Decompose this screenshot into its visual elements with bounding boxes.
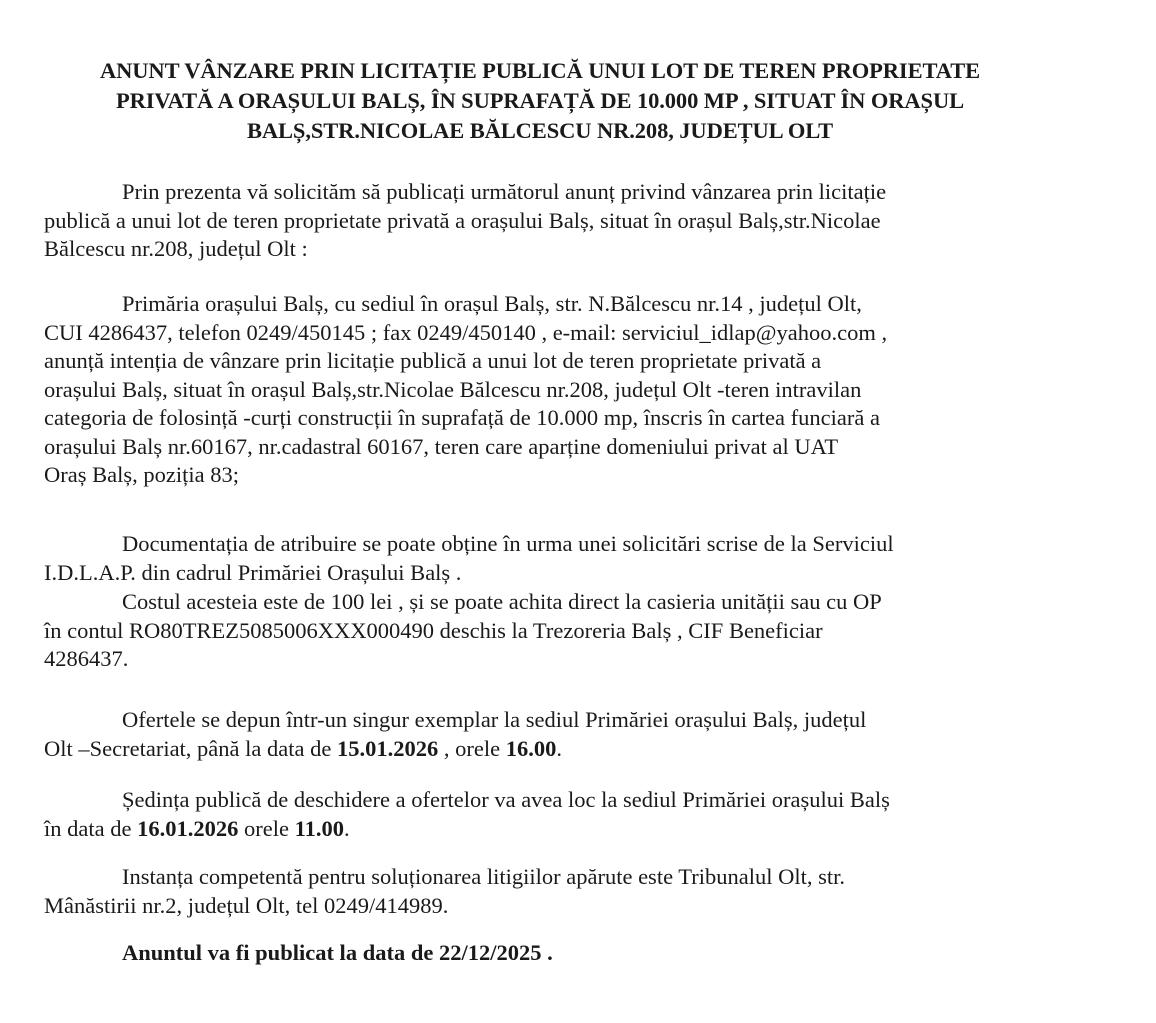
cost-line-1: Costul acesteia este de 100 lei , și se poate achita direct la casieria unității sau cu OP <box>122 589 882 614</box>
court-paragraph <box>44 863 1054 920</box>
documentation-paragraph <box>44 530 1054 587</box>
offers-line-2-mid: , orele <box>438 735 506 761</box>
publication-paragraph <box>44 939 1054 968</box>
announcement-line-2: CUI 4286437, telefon 0249/450145 ; fax 0249/450140 , e-mail: serviciul_idlap@yahoo.com , <box>44 319 888 345</box>
cost-line-2: în contul RO80TREZ5085006XXX000490 deschis la Trezoreria Balș , CIF Beneficiar <box>44 617 823 643</box>
session-paragraph <box>44 786 1054 843</box>
offers-paragraph <box>44 706 1054 763</box>
intro-paragraph <box>44 178 1054 264</box>
session-line-2-suffix: . <box>343 815 350 841</box>
intro-line-3: Bălcescu nr.208, județul Olt : <box>44 236 308 261</box>
publication-notice: Anuntul va fi publicat la data de 22/12/2025 . <box>122 940 553 965</box>
announcement-paragraph <box>44 290 1054 490</box>
documentation-line-2: I.D.L.A.P. din cadrul Primăriei Orașului Balș . <box>44 559 462 585</box>
offers-deadline-hour: 16.00 <box>505 735 557 761</box>
session-line-2 <box>44 815 1054 844</box>
session-line-1: Ședința publică de deschidere a ofertelor va avea loc la sediul Primăriei orașului Balș <box>122 787 890 812</box>
cost-line-3: 4286437. <box>44 646 129 671</box>
announcement-line-4: orașului Balș, situat în orașul Balș,str.Nicolae Bălcescu nr.208, județul Olt -teren intravilan <box>44 376 862 402</box>
announcement-line-1: Primăria orașului Balș, cu sediul în orașul Balș, str. N.Bălcescu nr.14 , județul Olt, <box>122 291 862 316</box>
session-line-2-mid: orele <box>238 815 295 841</box>
offers-line-2-prefix: Olt –Secretariat, până la data de <box>44 735 337 761</box>
intro-line-2: publică a unui lot de teren proprietate privată a orașului Balș, situat în orașul Balș,str.Nicolae <box>44 207 881 233</box>
session-date: 16.01.2026 <box>137 815 239 841</box>
intro-line-1: Prin prezenta vă solicităm să publicați următorul anunț privind vânzarea prin licitație <box>122 179 887 204</box>
session-line-2-prefix: în data de <box>44 815 138 841</box>
offers-deadline-date: 15.01.2026 <box>336 735 439 761</box>
session-hour: 11.00 <box>294 815 344 841</box>
announcement-line-5: categoria de folosință -curți construcții în suprafață de 10.000 mp, înscris în cartea funciară a <box>44 405 880 430</box>
title-line-3: BALȘ,STR.NICOLAE BĂLCESCU NR.208, JUDEȚUL OLT <box>246 118 834 143</box>
announcement-line-6: orașului Balș nr.60167, nr.cadastral 60167, teren care aparține domeniului privat al UAT <box>44 433 839 459</box>
offers-line-2 <box>44 735 1054 764</box>
court-line-2: Mânăstirii nr.2, județul Olt, tel 0249/414989. <box>44 892 449 918</box>
offers-line-1: Ofertele se depun într-un singur exemplar la sediul Primăriei orașului Balș, județul <box>122 707 867 732</box>
offers-line-2-suffix: . <box>556 735 562 761</box>
announcement-line-7: Oraș Balș, poziția 83; <box>44 462 239 487</box>
title-line-1: ANUNT VÂNZARE PRIN LICITAȚIE PUBLICĂ UNUI LOT DE TEREN PROPRIETATE <box>99 58 981 83</box>
cost-paragraph <box>44 588 1054 674</box>
title-line-2: PRIVATĂ A ORAȘULUI BALȘ, ÎN SUPRAFAȚĂ DE 10.000 MP , SITUAT ÎN ORAȘUL <box>115 88 965 113</box>
court-line-1: Instanța competentă pentru soluționarea litigiilor apărute este Tribunalul Olt, str. <box>122 864 845 889</box>
announcement-title <box>40 56 1040 146</box>
announcement-line-3: anunță intenția de vânzare prin licitație publică a unui lot de teren proprietate privată a <box>44 348 822 373</box>
documentation-line-1: Documentația de atribuire se poate obține în urma unei solicitări scrise de la Serviciul <box>122 531 894 556</box>
